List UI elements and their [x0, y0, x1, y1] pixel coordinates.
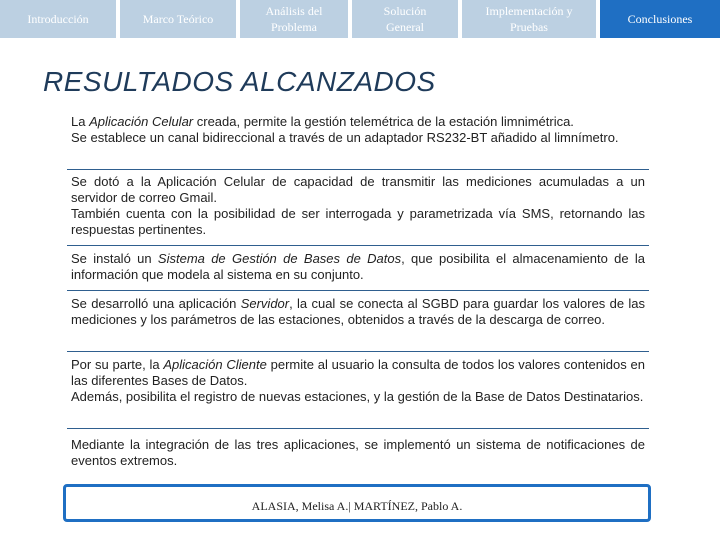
text-run: Se establece un canal bidireccional a través de un adaptador RS232-BT añadido al limnímetro.	[71, 130, 619, 145]
tab-label: Implementación y Pruebas	[485, 4, 573, 34]
tab-label: Marco Teórico	[142, 12, 214, 26]
text-run: Además, posibilita el registro de nuevas estaciones, y la gestión de la Base de Datos Destinatarios.	[71, 389, 644, 404]
tab-solucion-general[interactable]	[352, 0, 458, 38]
text-run: Por su parte, la	[71, 357, 164, 372]
result-paragraph	[71, 251, 645, 283]
text-run: La	[71, 114, 90, 129]
result-block	[67, 246, 649, 291]
tab-implementacion-y-pruebas[interactable]	[462, 0, 596, 38]
tab-label: Conclusiones	[627, 12, 693, 26]
text-run: , la cual se conecta al SGBD para guardar los valores de las mediciones y los parámetros de las estaciones, obtenidos a través de la descarga de correo.	[71, 296, 645, 327]
tab-conclusiones[interactable]	[600, 0, 720, 38]
result-paragraph	[71, 357, 645, 389]
italic-term: Aplicación Celular	[89, 114, 194, 129]
text-run: Mediante la integración de las tres aplicaciones, se implementó un sistema de notificaciones de eventos extremos.	[71, 437, 645, 468]
tab-label: Introducción	[27, 12, 89, 26]
result-block	[67, 352, 649, 429]
result-paragraph	[71, 389, 645, 405]
result-paragraph	[71, 206, 645, 238]
authors-text: ALASIA, Melisa A.| MARTÍNEZ, Pablo A.	[251, 498, 463, 513]
text-run: permite al usuario la consulta de todos los valores contenidos en las diferentes Bases de Datos.	[71, 357, 645, 388]
tab-label: Solución General	[383, 4, 427, 34]
italic-term: Servidor	[240, 296, 290, 311]
results-list	[67, 113, 649, 473]
authors-footer	[63, 484, 651, 522]
page-title: RESULTADOS ALCANZADOS	[43, 66, 436, 97]
result-paragraph	[71, 130, 645, 146]
text-run: Se instaló un	[71, 251, 158, 266]
text-run: Se desarrolló una aplicación	[71, 296, 241, 311]
italic-term: Aplicación Cliente	[163, 357, 267, 372]
result-block	[67, 291, 649, 352]
text-run: creada, permite la gestión telemétrica de la estación limnimétrica.	[193, 114, 574, 129]
section-nav	[0, 0, 720, 40]
text-run: , que posibilita el almacenamiento de la información que modela al sistema en su conjunto.	[71, 251, 646, 282]
result-block	[67, 170, 649, 246]
tab-analisis-del-problema[interactable]	[240, 0, 348, 38]
italic-term: Sistema de Gestión de Bases de Datos	[157, 251, 402, 266]
text-run: También cuenta con la posibilidad de ser interrogada y parametrizada vía SMS, retornando las respuestas pertinentes.	[71, 206, 645, 237]
result-paragraph	[71, 437, 645, 469]
tab-introduccion[interactable]	[0, 0, 116, 38]
tab-marco-teorico[interactable]	[120, 0, 236, 38]
result-paragraph	[71, 114, 645, 130]
result-block	[67, 429, 649, 473]
text-run: Se dotó a la Aplicación Celular de capacidad de transmitir las mediciones acumuladas a un servidor de correo Gmail.	[71, 174, 645, 205]
result-block	[67, 113, 649, 170]
result-paragraph	[71, 296, 645, 328]
result-paragraph	[71, 174, 645, 206]
tab-label: Análisis del Problema	[265, 4, 323, 34]
